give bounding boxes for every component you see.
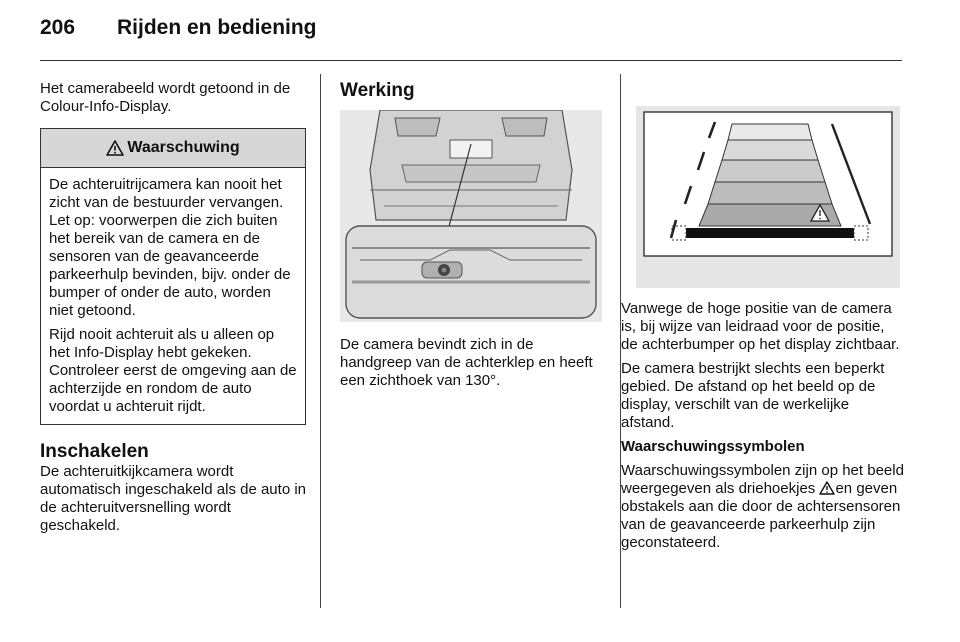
section-heading-werking: Werking (340, 80, 415, 101)
warning-symbols-text-before: Waarschuwingssymbolen zijn op het beeld weergegeven als driehoekjes (621, 462, 904, 497)
page-number: 206 (40, 16, 76, 39)
subheading-warning-symbols: Waarschuwingssymbolen (621, 438, 805, 455)
column-divider-1 (320, 74, 321, 608)
column-3 (621, 300, 905, 552)
warning-triangle-icon (819, 481, 835, 495)
page-title: Rijden en bediening (117, 16, 317, 39)
warning-symbols-text-after: en geven obstakels aan die door de achtersensoren van de geavanceerde parkeerhulp zijn geconstateerd. (621, 480, 901, 551)
header-divider (40, 60, 902, 61)
section-heading-inschakelen: Inschakelen (40, 441, 149, 462)
camera-display-guidelines-illustration (636, 106, 900, 288)
warning-paragraph-1: De achteruitrijcamera kan nooit het zicht van de bestuurder vervangen. Let op: voorwerpen die zich buiten het bereik van de camera en de sensoren van de geavanceerde parkeerhulp bevinden, bijv. onder de bumper of onder de auto, worden niet getoond. (49, 176, 291, 319)
warning-paragraph-2: Rijd nooit achteruit als u alleen op het Info-Display hebt gekeken. Controleer eerst de omgeving aan de achterzijde en rondom de auto voordat u achteruit rijdt. (49, 326, 297, 415)
display-paragraph-1: Vanwege de hoge positie van de camera is, bij wijze van leidraad voor de positie, de achterbumper op het display zichtbaar. (621, 300, 900, 353)
warning-box (40, 128, 306, 425)
warning-body (41, 168, 305, 424)
warning-title: Waarschuwing (127, 139, 240, 156)
column-1 (40, 80, 306, 535)
camera-caption: De camera bevindt zich in de handgreep van de achterklep en heeft een zichthoek van 130°. (340, 336, 593, 389)
warning-symbols-text (621, 462, 905, 552)
warning-header (41, 129, 305, 168)
warning-triangle-icon (106, 140, 124, 156)
intro-text: Het camerabeeld wordt getoond in de Colour-Info-Display. (40, 80, 291, 115)
display-paragraph-2: De camera bestrijkt slechts een beperkt gebied. De afstand op het beeld op de display, verschilt van de werkelijke afstand. (621, 360, 885, 431)
rear-camera-illustration (340, 110, 602, 322)
section-text-inschakelen: De achteruitkijkcamera wordt automatisch ingeschakeld als de auto in de achteruitversnelling wordt geschakeld. (40, 463, 307, 534)
column-2 (340, 80, 606, 390)
